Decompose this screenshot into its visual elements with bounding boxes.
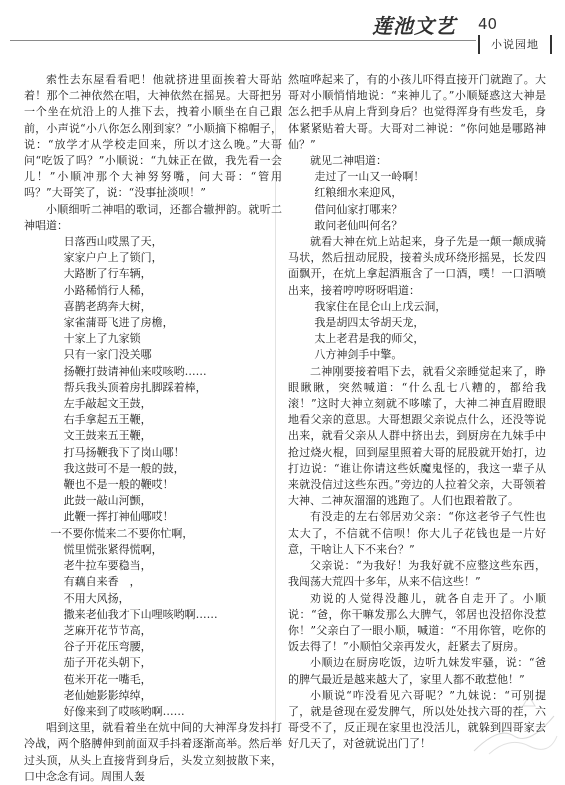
verse-line: 家雀蒲哥飞进了房檐，	[63, 316, 174, 330]
verse-line: 有藕自来香 ，	[63, 575, 141, 589]
verse-line: 敢问老仙叫何名？	[314, 218, 403, 232]
verse-line: 老仙她影影绰绰，	[63, 688, 152, 702]
verse-line: 文王鼓来五王鞭，	[63, 429, 152, 443]
verse-line: 我家住在昆仑山上戊云洞，	[314, 299, 447, 313]
paragraph: 二神刚要接着唱下去，就看父亲睡觉起来了，睁眼瞅瞅，突然喊道：“什么乱七八糟的，都给我滚！”这时大神立刻就不哆嗦了，大神二神直眉瞪眼地看父亲的意思。大哥想跟父亲说点什么，还没等说出来，就看父亲从人群中挤出去，到厨房在九妹手中抢过烧火棍，回到屋里照着大哥的屁股就开始打，边打边说：“谁让你请这些妖魔鬼怪的，我这一辈子从来就没信过这些东西。”旁边的人拉着父亲，大哥领着大神、二神灰溜溜的逃跑了。人们也跟着散了。	[288, 364, 546, 508]
verse-line: 我这鼓可不是一般的鼓，	[63, 461, 185, 475]
paragraph: 唱到这里，就看着坐在炕中间的大神浑身发抖打冷战，两个胳膊伸到前面双手抖着逐渐高举。然后举过头顶，从头上直接背到身后，头发立刻披散下来，口中念念有词。周围人轰	[24, 721, 282, 783]
verse-line: 打马扬鞭我下了岗山哪！	[63, 445, 185, 459]
verse-line: 八方神剑手中擎。	[314, 348, 403, 362]
verse-line: 慌里慌张紧得慌啊，	[63, 542, 163, 556]
verse-line: 此鼓一敲山河颤，	[63, 494, 152, 508]
paragraph: 小顺细听二神唱的歌词，还都合辙押韵。就听二神唱道：	[24, 202, 282, 232]
paragraph: 就见二神唱道：	[310, 154, 387, 168]
verse-line: 谷子开花压弯腰，	[63, 640, 152, 654]
header-rule	[10, 40, 476, 41]
magazine-masthead: 莲池文艺	[372, 14, 456, 38]
verse-line: 右手拿起五王鞭，	[63, 413, 152, 427]
verse-line: 老牛拉车要稳当，	[63, 559, 152, 573]
left-column	[24, 72, 282, 785]
paragraph: 劝说的人觉得没趣儿，就各自走开了。小顺说：“爸，你干嘛发那么大脾气，邻居也没招你没惹你！”父亲白了一眼小顺，喊道：“不用你管，吃你的饭去得了！”小顺怕父亲再发火，赶紧去了厨房。	[288, 591, 546, 654]
song-verse-block	[288, 299, 546, 364]
paragraph: 就看大神在炕上站起来，身子先是一颠一颠成骑马状，然后扭动屁股，接着头成环绕形摇晃，长发四面飘开，在炕上拿起酒瓶含了一口酒，噗！一口酒喷出来，接着哼哼呀呀唱道：	[288, 235, 546, 297]
song-verse-block	[24, 234, 282, 720]
verse-line: 日落西山哎黑了天，	[63, 235, 163, 249]
verse-line: 红粮细水来迎风，	[314, 186, 403, 200]
verse-line: 芝麻开花节节高，	[63, 623, 152, 637]
verse-line: 家家户户上了锁门，	[63, 251, 163, 265]
verse-line: 借问仙家打哪来？	[314, 202, 403, 216]
decorative-sketch-icon	[469, 676, 559, 756]
paragraph: 小顺说“咋没看见六哥呢？”九妹说：“可别提了，就是爸现在爱发脾气，所以处处找六哥的茬，六哥受不了，反正现在家里也没活儿，就躲到四哥家去好几天了，对爸就说出门了！	[288, 688, 546, 751]
verse-line: 走过了一山又一岭啊！	[314, 170, 425, 184]
verse-line: 大路断了行车辆，	[63, 267, 152, 281]
verse-line: 只有一家门没关哪	[63, 348, 152, 362]
page-number: 40	[478, 15, 498, 33]
verse-line: 苞米开花一嘴毛，	[63, 672, 152, 686]
paragraph: 小顺边在厨房吃饭，边听九妹发牢骚，说：“爸的脾气最近是越来越大了，家里人都不敢惹他！”	[288, 656, 546, 686]
verse-line: 小路稀悄行人稀，	[63, 283, 152, 297]
verse-line: 十家上了九家锁	[63, 332, 141, 346]
verse-line: 一不要你慌来二不要你忙啊，	[50, 526, 194, 540]
right-column	[288, 72, 546, 753]
song-verse-block	[288, 169, 546, 234]
verse-line: 太上老君是我的师父，	[314, 332, 425, 346]
section-label: 小说园地	[478, 35, 552, 54]
verse-line: 帮兵我头顶着房扎脚踩着棒，	[63, 380, 207, 394]
paragraph: 然喧哗起来了，有的小孩儿吓得直接开门就跑了。大哥对小顺悄悄地说：“来神儿了。”小顺疑惑这大神是怎么把手从肩上背到身后？也觉得浑身有些发毛，身体紧紧贴着大哥。大哥对二神说：“你问她是哪路神仙？”	[288, 73, 546, 151]
verse-line: 鞭也不是一般的鞭哎！	[63, 478, 174, 492]
verse-line: 左手敲起文王鼓，	[63, 397, 152, 411]
verse-line: 不用大风扬，	[63, 591, 130, 605]
paragraph: 有没走的左右邻居劝父亲：“你这老爷子气性也太大了，不信就不信呗！你大儿子花钱也是一片好意，干啥让人下不来台？”	[288, 510, 546, 556]
verse-line: 茄子开花头朝下，	[63, 656, 152, 670]
paragraph: 父亲说：“为我好！为我好就不应整这些东西，我闯荡大荒四十多年，从来不信这些！”	[288, 559, 546, 589]
verse-line: 此鞭一挥打神仙哪哎！	[63, 510, 174, 524]
verse-line: 扬鞭打鼓请神仙来哎咳哟……	[63, 364, 207, 378]
verse-line: 喜鹊老鸹奔大树，	[63, 299, 152, 313]
paragraph: 索性去东屋看看吧！他就挤进里面挨着大哥站着！那个二神依然在唱，大神依然在摇晃。大哥把另一个坐在炕沿上的人推下去，拽着小顺坐在自己跟前，小声说“小八你怎么刚到家？”小顺摘下棉帽子，说：“放学才从学校走回来，所以才这么晚。”大哥问“吃饭了吗？”小顺说：“九妹正在做，我先看一会儿！”小顺冲那个大神努努嘴，问大哥：“管用吗？”大哥笑了，说：“没事扯淡呗！”	[24, 73, 282, 200]
verse-line: 撒来老仙我才下山哩咳哟啊……	[63, 607, 218, 621]
verse-line: 我是胡四太爷胡天龙，	[314, 316, 425, 330]
verse-line: 好像来到了哎咳哟啊……	[63, 704, 185, 718]
